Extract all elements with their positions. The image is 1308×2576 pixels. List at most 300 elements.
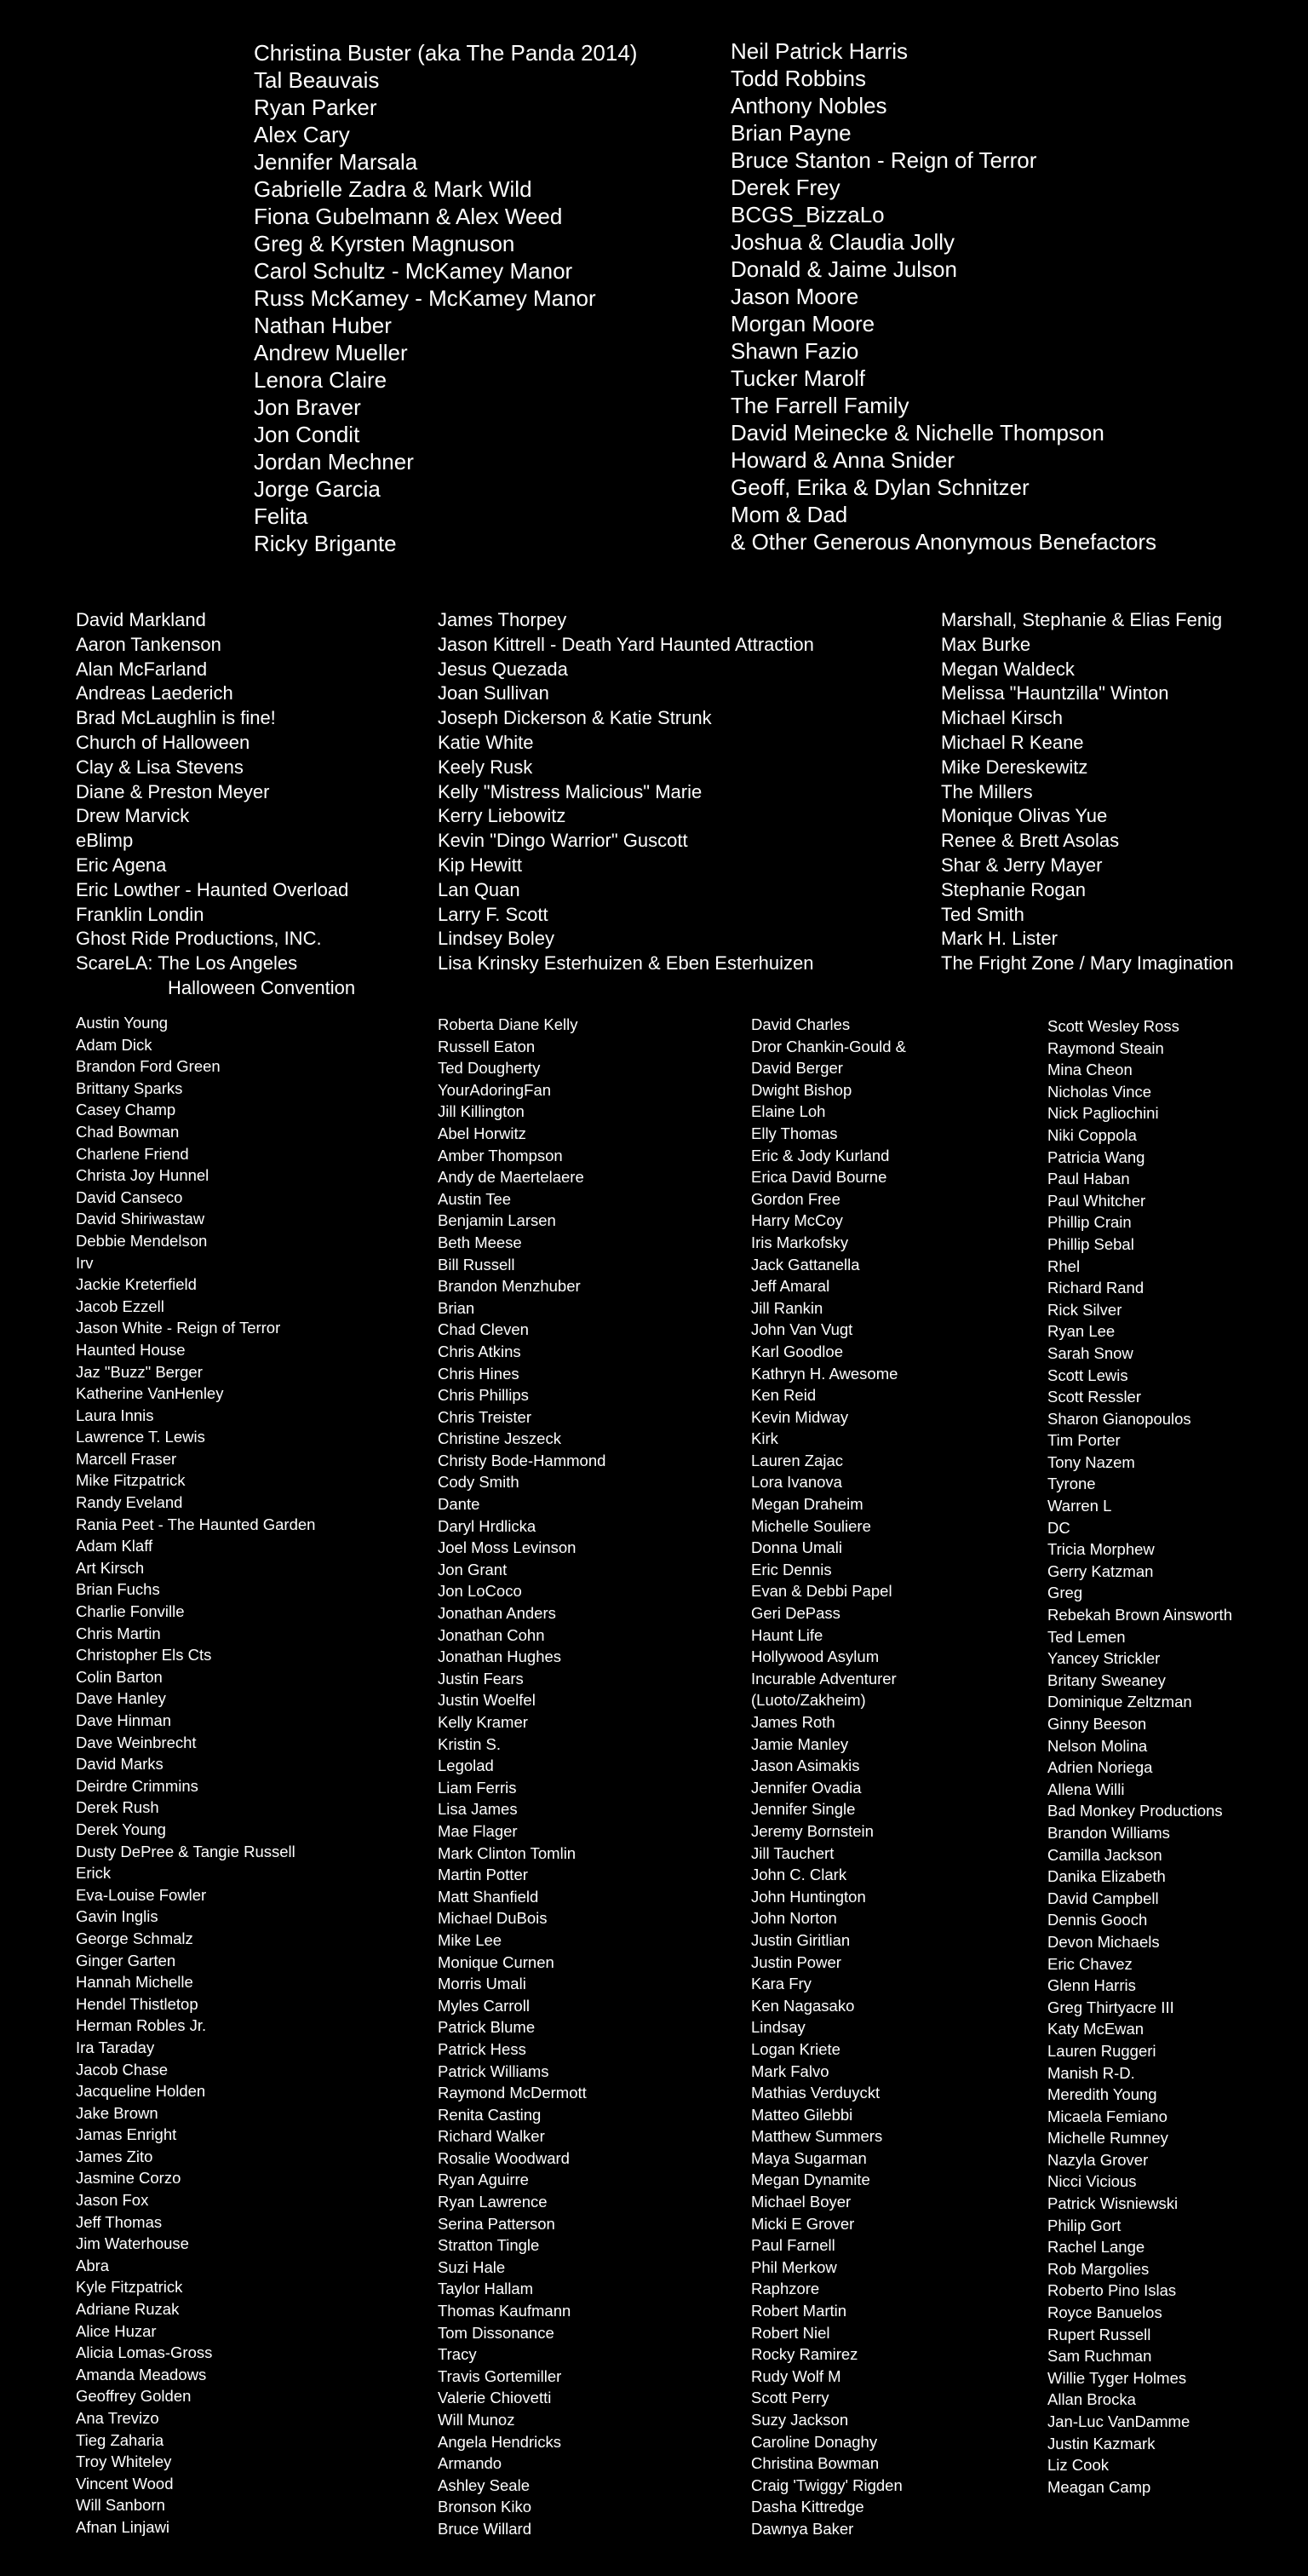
backer-name: Christa Joy Hunnel [76,1166,209,1185]
backer-name: Mark Clinton Tomlin [438,1843,577,1862]
backer-name: Martin Potter [438,1866,528,1884]
backer-name: Dave Hanley [76,1689,166,1708]
backer-name: Niki Coppola [1047,1125,1137,1144]
backer-name: Camilla Jackson [1047,1845,1162,1864]
backer-name: Ira Taraday [76,2038,155,2056]
backer-name: Michael Kirsch [941,707,1064,729]
backer-name: Raymond McDermott [438,2084,587,2102]
backer-name: Mae Flager [438,1821,518,1840]
backer-name: Cody Smith [438,1473,519,1492]
backer-name: Valerie Chiovetti [438,2389,552,2407]
backer-name: Church of Halloween [76,731,250,753]
backer-name: Scott Ressler [1047,1388,1142,1406]
backer-name: Jill Tauchert [751,1843,835,1862]
backer-name: Donna Umali [751,1538,842,1557]
backer-name: Troy Whiteley [76,2452,172,2471]
backer-name: Rick Silver [1047,1300,1122,1319]
backer-name: Lisa Krinsky Esterhuizen & Eben Esterhuizen [438,952,814,975]
backer-name: Dave Hinman [76,1711,172,1729]
backer-name: Derek Rush [76,1798,159,1817]
backer-name: Jonathan Anders [438,1604,556,1623]
backer-name: Ryan Lee [1047,1322,1116,1341]
backer-name: Greg Thirtyacre III [1047,1998,1174,2016]
backer-name: Dusty DePree & Tangie Russell [76,1842,295,1860]
backer-name: Derek Frey [731,175,840,200]
backer-name: David Canseco [76,1187,183,1206]
backer-name: Dror Chankin-Gould & [751,1037,906,1055]
backer-name: Max Burke [941,633,1031,655]
backer-name: Anthony Nobles [731,93,887,118]
mid-tier-names-col3 [941,608,1234,976]
backer-name: Gordon Free [751,1189,840,1208]
backer-name: Neil Patrick Harris [731,38,909,64]
backer-name: Jasmine Corzo [76,2169,181,2188]
backer-name: Shar & Jerry Mayer [941,854,1103,876]
backer-name: Chris Treister [438,1407,531,1426]
base-tier-names-col1 [76,1012,315,2539]
backer-name: Alex Cary [254,122,350,147]
backer-name: Brittany Sparks [76,1078,183,1097]
backer-name: Kathryn H. Awesome [751,1364,898,1383]
backer-name: Patrick Williams [438,2061,549,2080]
backer-name: Rania Peet - The Haunted Garden [76,1515,316,1533]
backer-name: Mark H. Lister [941,928,1058,950]
backer-name: Megan Draheim [751,1495,863,1514]
backer-name: Richard Rand [1047,1279,1144,1297]
backer-name: Joshua & Claudia Jolly [731,229,955,255]
backer-name: Rudy Wolf M [751,2366,841,2385]
backer-name: Deirdre Crimmins [76,1776,198,1795]
backer-name: Rupert Russell [1047,2325,1151,2343]
backer-name: Nicholas Vince [1047,1082,1152,1101]
backer-name: Jason White - Reign of Terror [76,1319,281,1337]
backer-name: Katy McEwan [1047,2020,1144,2038]
backer-name: Will Munoz [438,2411,515,2429]
backer-name: Jason Kittrell - Death Yard Haunted Attraction [438,633,814,655]
backer-name: Tieg Zaharia [76,2430,164,2449]
backer-name: Jennifer Single [751,1800,856,1819]
backer-name: Ryan Aguirre [438,2171,529,2189]
backer-name: Rosalie Woodward [438,2148,570,2167]
backer-name: Chris Atkins [438,1342,521,1360]
backer-name: Hendel Thistletop [76,1994,198,2013]
backer-name: Stephanie Rogan [941,878,1087,900]
backer-name: Britany Sweaney [1047,1670,1166,1689]
backer-name: Jonathan Cohn [438,1625,545,1644]
backer-name: Bronson Kiko [438,2498,532,2516]
backer-name: Jim Waterhouse [76,2234,189,2253]
backer-name: Dennis Gooch [1047,1911,1148,1929]
backer-name: Matthew Summers [751,2127,883,2146]
backer-name: Tricia Morphew [1047,1540,1155,1559]
backer-name: Russell Eaton [438,1037,536,1055]
backer-name: Rebekah Brown Ainsworth [1047,1606,1232,1624]
backer-name: Sharon Gianopoulos [1047,1409,1191,1428]
backer-name: Beth Meese [438,1233,522,1251]
backer-name: Michael Boyer [751,2193,852,2211]
backer-name: Harry McCoy [751,1211,843,1230]
backer-name: Adrien Noriega [1047,1758,1153,1777]
backer-name: Sarah Snow [1047,1343,1133,1362]
backer-name: Ginger Garten [76,1951,176,1969]
backer-name: Tim Porter [1047,1431,1121,1450]
backer-name: Abel Horwitz [438,1124,526,1142]
backer-name: Kristin S. [438,1734,502,1753]
backer-name: Jon LoCoco [438,1582,522,1601]
backer-name: Megan Dynamite [751,2171,870,2189]
backer-name: Jon Braver [254,394,361,420]
backer-name: Casey Champ [76,1101,176,1119]
backer-name: Tom Dissonance [438,2323,554,2342]
backer-name: Jonathan Hughes [438,1647,562,1666]
backer-name: Keely Rusk [438,756,533,778]
backer-name: Eric Lowther - Haunted Overload [76,878,349,900]
backer-name: Stratton Tingle [438,2236,540,2255]
backer-name: Craig 'Twiggy' Rigden [751,2475,903,2494]
backer-name: Katherine VanHenley [76,1384,224,1403]
backer-name: Lan Quan [438,878,520,900]
backer-name: Jackie Kreterfield [76,1275,197,1294]
backer-name: Andy de Maertelaere [438,1168,584,1187]
backer-name: Patrick Hess [438,2039,526,2058]
backer-name: Amanda Meadows [76,2365,207,2383]
backer-name: Franklin Londin [76,903,204,925]
backer-name: Mike Dereskewitz [941,756,1088,778]
backer-name: Ghost Ride Productions, INC. [76,928,322,950]
backer-name: Donald & Jaime Julson [731,256,957,282]
backer-name: Amber Thompson [438,1146,563,1164]
backer-name: Hollywood Asylum [751,1647,880,1666]
base-tier-names-col3 [751,1014,906,2540]
backer-name: Dwight Bishop [751,1080,852,1099]
backer-name: Tracy [438,2345,477,2364]
backer-name: Allena Willi [1047,1780,1125,1798]
backer-name: The Millers [941,780,1033,802]
backer-name: Ryan Lawrence [438,2193,548,2211]
backer-name: Austin Young [76,1014,169,1032]
backer-name: Debbie Mendelson [76,1231,208,1250]
backer-name: James Zito [76,2147,153,2165]
backer-name: Lenora Claire [254,367,387,393]
backer-name: Christina Bowman [751,2454,880,2473]
backer-name: Richard Walker [438,2127,545,2146]
backer-name: Mom & Dad [731,502,848,527]
backer-name: Bad Monkey Productions [1047,1802,1223,1820]
backer-name: Benjamin Larsen [438,1211,556,1230]
backer-name: Will Sanborn [76,2496,165,2515]
backer-name: Haunted House [76,1340,186,1359]
backer-name: Bruce Willard [438,2519,531,2538]
backer-name: Tony Nazem [1047,1452,1135,1471]
backer-name: Jamas Enright [76,2125,177,2144]
backer-name: David Markland [76,609,206,630]
backer-name: Morris Umali [438,1975,526,1993]
backer-name: Karl Goodloe [751,1342,843,1360]
backer-name: Art Kirsch [76,1558,145,1577]
backer-name: Paul Whitcher [1047,1191,1146,1210]
backer-name: Legolad [438,1757,494,1775]
backer-name: Willie Tyger Holmes [1047,2368,1187,2387]
backer-name: Fiona Gubelmann & Alex Weed [254,204,563,229]
backer-name: Jon Grant [438,1560,508,1578]
backer-name: Afnan Linjawi [76,2517,170,2536]
backer-name: Kirk [751,1429,778,1448]
backer-name: Christine Jeszeck [438,1429,561,1448]
backer-name: Hannah Michelle [76,1973,193,1992]
backer-name: Scott Lewis [1047,1366,1128,1384]
backer-name: Geoff, Erika & Dylan Schnitzer [731,474,1030,500]
backer-name: Patrick Wisniewski [1047,2194,1179,2213]
backer-name: Monique Olivas Yue [941,805,1108,827]
backer-name: John C. Clark [751,1866,847,1884]
backer-name: Liz Cook [1047,2456,1109,2475]
backer-name: Justin Kazmark [1047,2434,1156,2452]
backer-name: David Shiriwastaw [76,1210,205,1228]
backer-name: Matt Shanfield [438,1887,539,1906]
backer-name: Jill Killington [438,1102,525,1121]
backer-name: Mina Cheon [1047,1061,1133,1079]
backer-name: Yancey Strickler [1047,1649,1161,1668]
backer-name: Drew Marvick [76,805,190,827]
backer-name: Lauren Zajac [751,1451,843,1469]
backer-name: Kara Fry [751,1975,812,1993]
backer-name: Jeff Amaral [751,1277,830,1296]
backer-name: Elaine Loh [751,1102,826,1121]
backer-name: Jorge Garcia [254,476,381,502]
backer-name: Tal Beauvais [254,67,380,93]
backer-name: Michelle Souliere [751,1516,871,1535]
backer-name: David Marks [76,1755,164,1774]
backer-name: Justin Power [751,1952,841,1971]
backer-name: John Van Vugt [751,1320,853,1339]
backer-name: Lora Ivanova [751,1473,842,1492]
backer-name: Manish R-D. [1047,2063,1135,2082]
backer-name: Lawrence T. Lewis [76,1428,205,1446]
backer-name: Matteo Gilebbi [751,2105,853,2124]
backer-name: Kevin "Dingo Warrior" Guscott [438,830,688,852]
backer-name: Justin Woelfel [438,1691,536,1710]
backer-name: Meredith Young [1047,2085,1157,2104]
backer-name: Rachel Lange [1047,2238,1145,2257]
backer-name: Jennifer Marsala [254,149,418,175]
top-tier-names-left [254,39,637,557]
backer-name: Russ McKamey - McKamey Manor [254,285,596,311]
backer-name: Jamie Manley [751,1734,849,1753]
backer-name: Micki E Grover [751,2214,855,2233]
backer-name: Geri DePass [751,1604,840,1623]
backer-name: Gabrielle Zadra & Mark Wild [254,176,532,202]
backer-name: Gavin Inglis [76,1907,158,1926]
backer-name: Elly Thomas [751,1124,838,1142]
backer-name: Nazyla Grover [1047,2150,1149,2169]
backer-name: Geoffrey Golden [76,2387,192,2406]
backer-name: Adam Klaff [76,1537,153,1555]
backer-name: Larry F. Scott [438,903,548,925]
backer-name: George Schmalz [76,1929,193,1947]
backer-name: Diane & Preston Meyer [76,780,270,802]
backer-name: Andrew Mueller [254,340,408,365]
backer-name: Logan Kriete [751,2039,840,2058]
backer-name: Adriane Ruzak [76,2300,180,2319]
backer-name: Clay & Lisa Stevens [76,756,244,778]
backer-name: & Other Generous Anonymous Benefactors [731,529,1157,555]
backer-name: YourAdoringFan [438,1080,552,1099]
backer-name: Ted Dougherty [438,1059,541,1078]
backer-name: Lauren Ruggeri [1047,2041,1156,2060]
backer-name: Mike Fitzpatrick [76,1471,186,1490]
backer-name: Christy Bode-Hammond [438,1451,606,1469]
backer-name: Aaron Tankenson [76,633,221,655]
backer-name: Dante [438,1495,480,1514]
base-tier-names-col2 [438,1014,605,2540]
backer-name: Ginny Beeson [1047,1715,1147,1733]
backer-name: Jesus Quezada [438,658,568,680]
backer-name: Lindsay [751,2018,806,2037]
backer-name: Mark Falvo [751,2061,829,2080]
backer-name: Ted Smith [941,903,1024,925]
backer-name: Eric Chavez [1047,1954,1133,1973]
backer-name: Brandon Williams [1047,1823,1170,1842]
backer-name: Ricky Brigante [254,531,397,556]
backer-name: Raymond Steain [1047,1038,1164,1057]
backer-name: Kip Hewitt [438,854,523,876]
backer-name: Tyrone [1047,1475,1096,1493]
backer-name: Ted Lemen [1047,1627,1126,1646]
backer-name: Paul Haban [1047,1170,1130,1188]
backer-name: Jaz "Buzz" Berger [76,1362,203,1381]
backer-name: Gerry Katzman [1047,1561,1154,1580]
backer-name: Taylor Hallam [438,2280,534,2298]
backer-name: Greg & Kyrsten Magnuson [254,231,515,256]
backer-name: Carol Schultz - McKamey Manor [254,258,573,284]
backer-name: Erick [76,1864,112,1883]
backer-name: Iris Markofsky [751,1233,849,1251]
backer-name: Robert Martin [751,2302,847,2320]
backer-name: ScareLA: The Los Angeles [76,952,298,975]
backer-name: Joseph Dickerson & Katie Strunk [438,707,712,729]
backer-name: Ana Trevizo [76,2409,159,2427]
backer-name: David Campbell [1047,1889,1159,1907]
backer-name: Laura Innis [76,1406,154,1424]
backer-name: Sam Ruchman [1047,2347,1152,2366]
backer-name: Angela Hendricks [438,2432,561,2451]
backer-name: Rob Margolies [1047,2259,1150,2278]
backer-name: Greg [1047,1584,1083,1602]
backer-name: Justin Giritlian [751,1930,851,1949]
backer-name: Ken Reid [751,1386,817,1405]
backer-name: Erica David Bourne [751,1168,887,1187]
backer-name: Alicia Lomas-Gross [76,2343,213,2362]
backer-name: Caroline Donaghy [751,2432,878,2451]
backer-name: Dasha Kittredge [751,2498,864,2516]
backer-name: Lisa James [438,1800,518,1819]
backer-name: Phillip Sebal [1047,1234,1134,1253]
backer-name: Jake Brown [76,2103,158,2122]
backer-name: Christopher Els Cts [76,1646,212,1665]
backer-name: Suzi Hale [438,2257,506,2276]
backer-name: Brandon Ford Green [76,1057,221,1076]
backer-name: Eric & Jody Kurland [751,1146,890,1164]
backer-name: James Thorpey [438,609,567,630]
backer-name: Renee & Brett Asolas [941,830,1120,852]
backer-name: DC [1047,1518,1070,1537]
backer-name: Jason Asimakis [751,1757,860,1775]
backer-name: Renita Casting [438,2105,542,2124]
backer-name: Katie White [438,731,534,753]
backer-name: Daryl Hrdlicka [438,1516,536,1535]
backer-name: Patrick Blume [438,2018,536,2037]
backer-name: Ashley Seale [438,2475,530,2494]
backer-name: Marcell Fraser [76,1449,177,1468]
backer-name: Bruce Stanton - Reign of Terror [731,147,1037,173]
backer-name: Chad Cleven [438,1320,529,1339]
mid-tier-names-col1 [76,608,355,1001]
backer-name: Nathan Huber [254,313,392,338]
backer-name: Chris Phillips [438,1386,529,1405]
backer-name: Scott Perry [751,2389,829,2407]
backer-name: Brian Fuchs [76,1580,160,1599]
backer-name: Incurable Adventurer [751,1669,897,1688]
backer-name: Travis Gortemiller [438,2366,562,2385]
backer-name: Joel Moss Levinson [438,1538,577,1557]
backer-name: Joan Sullivan [438,682,549,704]
backer-name: Bill Russell [438,1255,515,1274]
backer-name: David Charles [751,1015,851,1033]
backer-name: Melissa "Hauntzilla" Winton [941,682,1169,704]
backer-name: Myles Carroll [438,1996,530,2015]
top-tier-names-right [731,37,1156,555]
backer-name: Jennifer Ovadia [751,1778,862,1797]
backer-name: Vincent Wood [76,2474,174,2493]
backer-name: Jeff Thomas [76,2212,163,2231]
backer-name: Brian Payne [731,120,852,146]
backer-name: Brian [438,1298,475,1317]
backer-name: Charlie Fonville [76,1602,185,1621]
backer-name: The Fright Zone / Mary Imagination [941,952,1234,975]
backer-name: Dawnya Baker [751,2519,854,2538]
backer-name: Serina Patterson [438,2214,555,2233]
backer-name: Rocky Ramirez [751,2345,858,2364]
backer-name: Derek Young [76,1820,166,1838]
backer-name: Paul Farnell [751,2236,835,2255]
backer-name: Kelly "Mistress Malicious" Marie [438,780,703,802]
backer-name: Felita [254,503,308,529]
backer-name: Haunt Life [751,1625,823,1644]
backer-name: Evan & Debbi Papel [751,1582,892,1601]
backer-name: Colin Barton [76,1667,163,1686]
backer-name: Alan McFarland [76,658,208,680]
backer-name: BCGS_BizzaLo [731,202,885,227]
backer-name: Herman Robles Jr. [76,2016,207,2035]
backer-name: Allan Brocka [1047,2390,1136,2409]
backer-name: Morgan Moore [731,311,875,336]
backer-name: Armando [438,2454,502,2473]
backer-name: Robert Niel [751,2323,830,2342]
backer-name: Tucker Marolf [731,365,865,391]
backer-name: Justin Fears [438,1669,524,1688]
backer-name: Brandon Menzhuber [438,1277,581,1296]
backer-name: Irv [76,1253,94,1272]
backer-name: James Roth [751,1713,835,1731]
backer-name: Austin Tee [438,1189,512,1208]
backer-name: Ryan Parker [254,95,377,120]
backer-name: Ken Nagasako [751,1996,855,2015]
backer-name: Mathias Verduyckt [751,2084,881,2102]
backer-name: Jack Gattanella [751,1255,860,1274]
backer-name-continuation: Halloween Convention [168,976,356,998]
backer-name: Rhel [1047,1256,1081,1275]
backer-name: Dave Weinbrecht [76,1733,197,1751]
